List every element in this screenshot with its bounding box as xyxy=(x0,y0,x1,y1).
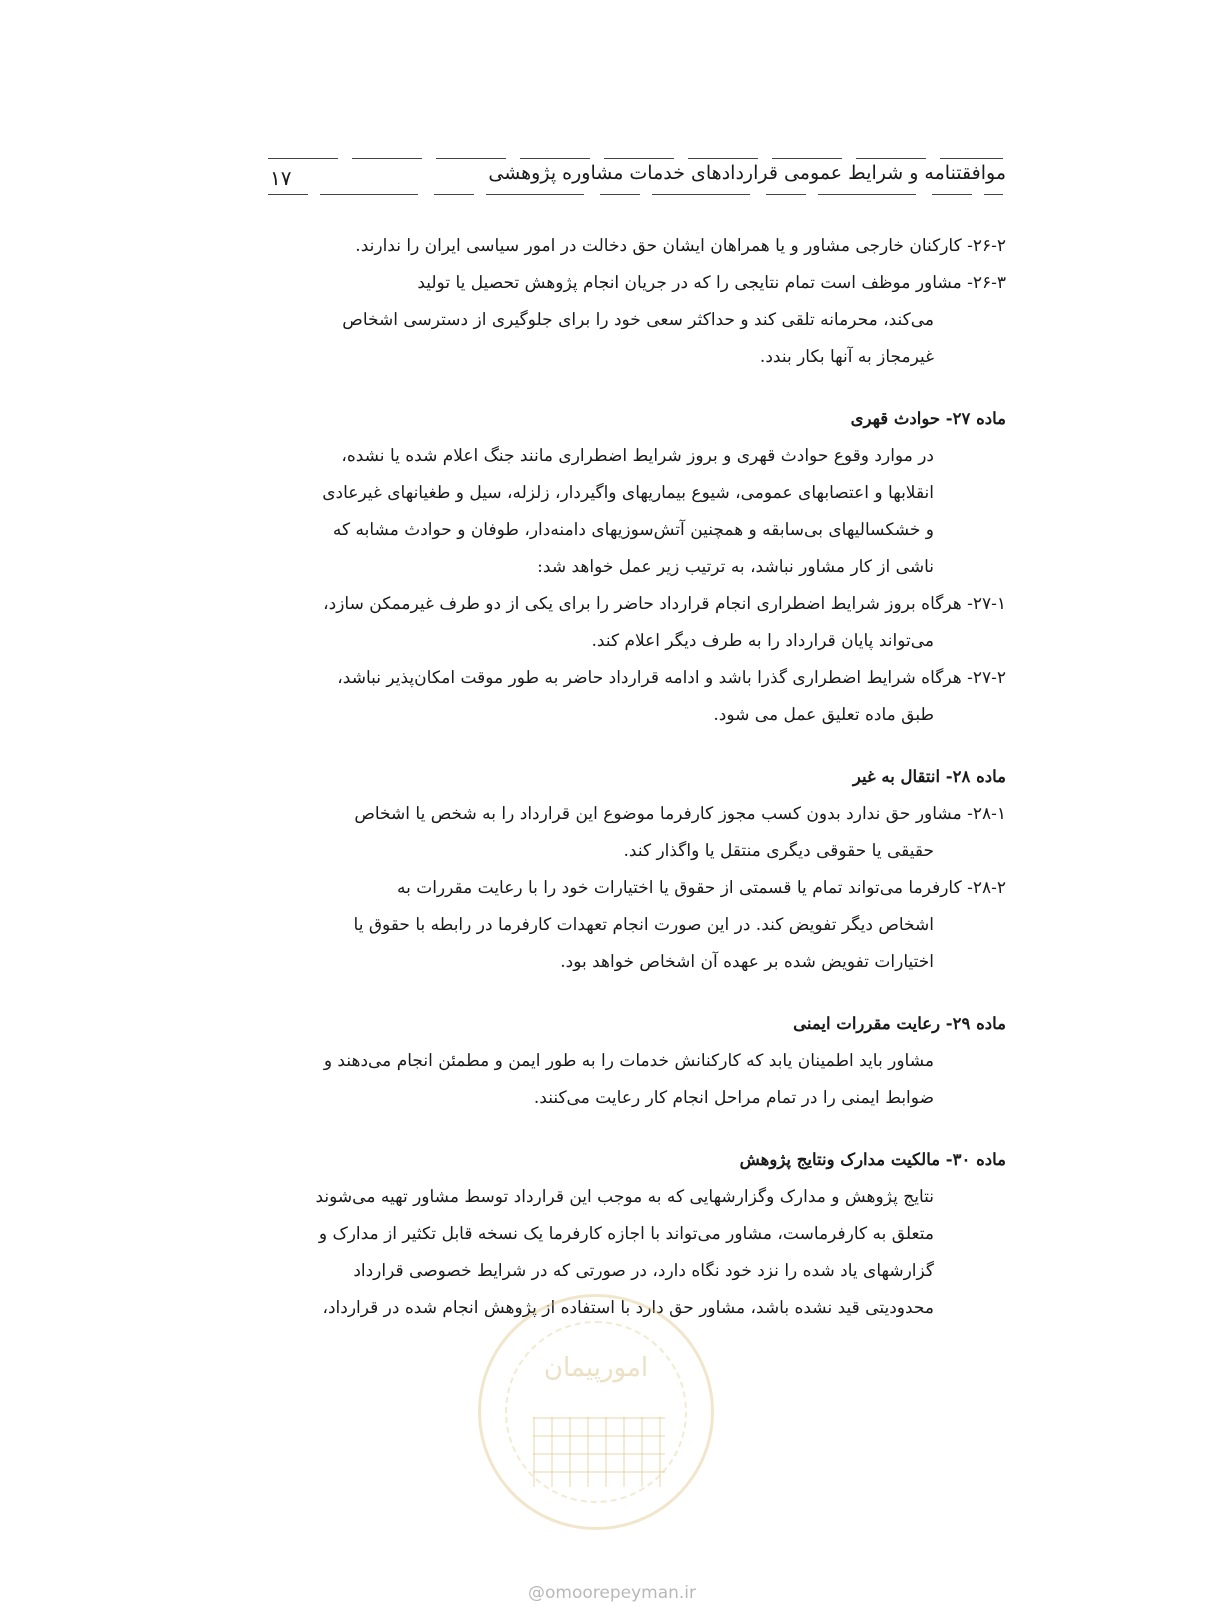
text-line: در موارد وقوع حوادث قهری و بروز شرایط اضطراری مانند جنگ اعلام شده یا نشده، xyxy=(341,446,934,466)
text-line: مشاور باید اطمینان یابد که کارکنانش خدمات را به طور ایمن و مطمئن انجام می‌دهند و xyxy=(323,1051,934,1071)
clause-27-2: ۲۷-۲- هرگاه شرایط اضطراری گذرا باشد و ادامه قرارداد حاضر به طور موقت امکان‌پذیر نباشد، xyxy=(337,668,1006,688)
text-line: محدودیتی قید نشده باشد، مشاور حق دارد با استفاده از پژوهش انجام شده در قرارداد، xyxy=(322,1298,934,1318)
article-28 xyxy=(261,762,1006,981)
text-line: نتایج پژوهش و مدارک وگزارشهایی که به موجب این قرارداد توسط مشاور تهیه می‌شوند xyxy=(315,1187,934,1207)
text-line: می‌تواند پایان قرارداد را به طرف دیگر اعلام کند. xyxy=(591,631,934,651)
clause-26-3: ۲۶-۳- مشاور موظف است تمام نتایجی را که در جریان انجام پژوهش تحصیل یا تولید xyxy=(417,273,1006,293)
seal-ring xyxy=(505,1321,687,1503)
text-line: متعلق به کارفرماست، مشاور می‌تواند با اجازه کارفرما یک نسخه قابل تکثیر از مدارک و xyxy=(318,1224,934,1244)
clause-28-1: ۲۸-۱- مشاور حق ندارد بدون کسب مجوز کارفرما موضوع این قرارداد را به شخص یا اشخاص xyxy=(354,804,1006,824)
at-icon: @ xyxy=(527,1583,545,1603)
article-heading: ماده ۲۷- حوادث قهری xyxy=(850,409,1006,428)
text-line: غیرمجاز به آنها بکار بندد. xyxy=(759,347,934,367)
clause-28-2: ۲۸-۲- کارفرما می‌تواند تمام یا قسمتی از حقوق یا اختیارات خود را با رعایت مقررات به xyxy=(396,878,1006,898)
article-29 xyxy=(261,1009,1006,1117)
article-27 xyxy=(261,404,1006,734)
page-content xyxy=(261,228,1006,1327)
article-30 xyxy=(261,1145,1006,1327)
watermark-url-text: omoorepeyman.ir xyxy=(544,1583,697,1603)
text-line: طبق ماده تعلیق عمل می شود. xyxy=(713,705,934,725)
clause-27-1: ۲۷-۱- هرگاه بروز شرایط اضطراری انجام قرارداد حاضر را برای یکی از دو طرف غیرممکن سازد، xyxy=(323,594,1006,614)
running-header-title: موافقتنامه و شرایط عمومی قراردادهای خدمات مشاوره پژوهشی xyxy=(488,162,1006,184)
text-line: انقلابها و اعتصابهای عمومی، شیوع بیماریهای واگیردار، زلزله، سیل و طغیانهای غیرعادی xyxy=(322,483,934,503)
page-number: ۱۷ xyxy=(270,166,292,190)
seal-grid xyxy=(533,1417,665,1487)
text-line: حقیقی یا حقوقی دیگری منتقل یا واگذار کند. xyxy=(623,841,934,861)
text-line: می‌کند، محرمانه تلقی کند و حداکثر سعی خود را برای جلوگیری از دسترسی اشخاص xyxy=(342,310,934,330)
text-line: ضوابط ایمنی را در تمام مراحل انجام کار رعایت می‌کنند. xyxy=(533,1088,934,1108)
watermark-seal-icon xyxy=(478,1294,714,1530)
article-heading: ماده ۳۰- مالکیت مدارک ونتایج پژوهش xyxy=(739,1150,1006,1169)
seal-text: امورپیمان xyxy=(543,1353,649,1383)
article-heading: ماده ۲۸- انتقال به غیر xyxy=(852,767,1006,786)
header-rule-top xyxy=(268,158,1003,159)
text-line: اشخاص دیگر تفویض کند. در این صورت انجام تعهدات کارفرما در رابطه با حقوق یا xyxy=(353,915,934,935)
text-line: اختیارات تفویض شده بر عهده آن اشخاص خواهد بود. xyxy=(560,952,934,972)
article-26-continuation xyxy=(261,228,1006,376)
watermark-url xyxy=(0,1583,1224,1603)
text-line: ناشی از کار مشاور نباشد، به ترتیب زیر عمل خواهد شد: xyxy=(537,557,934,577)
text-line: گزارشهای یاد شده را نزد خود نگاه دارد، در صورتی که در شرایط خصوصی قرارداد xyxy=(353,1261,934,1281)
header-rule-bottom xyxy=(268,194,1003,195)
clause-26-2: ۲۶-۲- کارکنان خارجی مشاور و یا همراهان ایشان حق دخالت در امور سیاسی ایران را ندارند. xyxy=(355,236,1006,256)
article-heading: ماده ۲۹- رعایت مقررات ایمنی xyxy=(793,1014,1006,1033)
text-line: و خشکسالیهای بی‌سابقه و همچنین آتش‌سوزیهای دامنه‌دار، طوفان و حوادث مشابه که xyxy=(332,520,934,540)
